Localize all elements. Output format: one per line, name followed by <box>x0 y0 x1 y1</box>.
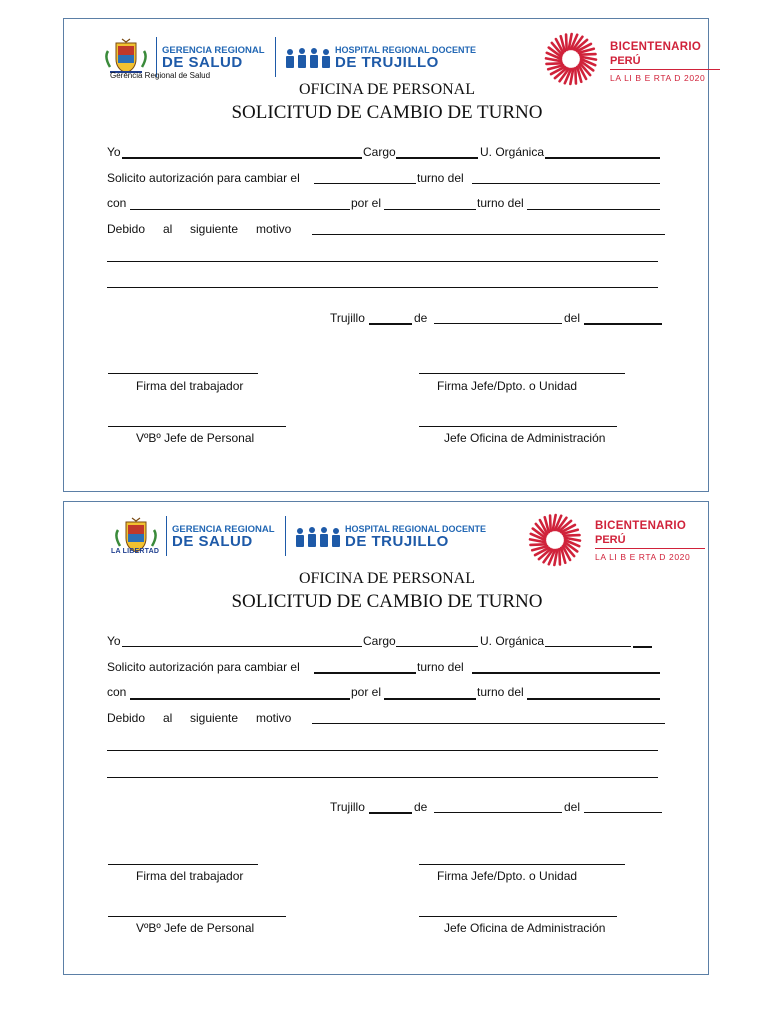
label-al: al <box>163 711 173 725</box>
caption-vb-personal: VºBº Jefe de Personal <box>136 431 255 445</box>
label-turno-del-2: turno del <box>477 196 524 210</box>
emblem-ray <box>546 63 562 64</box>
field-companero[interactable] <box>130 698 350 700</box>
caption-jefe-admin: Jefe Oficina de Administración <box>444 921 606 935</box>
hospital-title-line2: DE TRUJILLO <box>345 533 449 550</box>
label-solicito: Solicito autorización para cambiar el <box>107 171 300 185</box>
label-unidad: U. Orgánica <box>480 634 545 648</box>
field-fecha-turno-1[interactable] <box>472 672 660 674</box>
label-debido: Debido <box>107 222 146 236</box>
hospital-figures-icon <box>293 526 343 548</box>
label-unidad: U. Orgánica <box>480 145 545 159</box>
field-turno-actual[interactable] <box>314 183 416 184</box>
form-solicitud-1 <box>63 18 709 492</box>
hospital-title-line1: HOSPITAL REGIONAL DOCENTE <box>335 45 477 55</box>
label-de: de <box>414 311 428 325</box>
field-motivo-1[interactable] <box>312 723 665 724</box>
bicentenario-rule <box>595 548 705 549</box>
label-motivo: motivo <box>256 222 292 236</box>
bicentenario-emblem-icon <box>543 31 599 87</box>
field-fecha-turno-2[interactable] <box>527 698 660 700</box>
label-con: con <box>107 196 127 210</box>
bicentenario-emblem-icon <box>527 512 583 568</box>
field-motivo-3[interactable] <box>107 777 658 778</box>
emblem-ray <box>580 54 596 55</box>
signature-line-jefe-unidad[interactable] <box>419 864 625 865</box>
signature-line-jefe-admin[interactable] <box>419 916 617 917</box>
form-title: SOLICITUD DE CAMBIO DE TURNO <box>231 591 543 612</box>
gerencia-title-line1: GERENCIA REGIONAL <box>162 45 265 56</box>
field-anio[interactable] <box>584 323 662 325</box>
signature-line-jefe-unidad[interactable] <box>419 373 625 374</box>
field-anio[interactable] <box>584 812 662 813</box>
label-del: del <box>564 800 581 814</box>
label-trujillo: Trujillo <box>330 311 365 325</box>
hospital-title-line1: HOSPITAL REGIONAL DOCENTE <box>345 524 487 534</box>
bicentenario-country: PERÚ <box>610 55 641 67</box>
label-por-el: por el <box>351 196 382 210</box>
bicentenario-title: BICENTENARIO <box>610 41 702 53</box>
bicentenario-subtitle: LA LI B E RTA D 2020 <box>595 552 691 562</box>
header-divider <box>166 516 167 556</box>
office-name: OFICINA DE PERSONAL <box>298 570 475 587</box>
label-turno-del-2: turno del <box>477 685 524 699</box>
emblem-ray <box>566 34 567 49</box>
caption-vb-personal: VºBº Jefe de Personal <box>136 921 255 935</box>
signature-line-trabajador[interactable] <box>108 373 258 374</box>
field-fecha-turno-2[interactable] <box>527 209 660 210</box>
field-unidad[interactable] <box>545 646 631 647</box>
field-unidad-ext[interactable] <box>633 646 652 648</box>
header-divider-2 <box>285 516 286 556</box>
gerencia-title-line2: DE SALUD <box>172 533 253 550</box>
caption-trabajador: Firma del trabajador <box>136 869 244 883</box>
label-solicito: Solicito autorización para cambiar el <box>107 660 300 674</box>
label-al: al <box>163 222 173 236</box>
field-nombre[interactable] <box>122 646 362 647</box>
field-motivo-2[interactable] <box>107 750 658 751</box>
label-debido: Debido <box>107 711 146 725</box>
field-dia[interactable] <box>369 323 412 325</box>
field-mes[interactable] <box>434 323 562 324</box>
hospital-title-line2: DE TRUJILLO <box>335 54 439 71</box>
gerencia-title-line2: DE SALUD <box>162 54 243 71</box>
emblem-ray <box>564 535 580 536</box>
label-turno-del-1: turno del <box>417 660 464 674</box>
office-name: OFICINA DE PERSONAL <box>298 81 475 98</box>
hospital-figures-icon <box>283 47 333 69</box>
label-del: del <box>564 311 581 325</box>
emblem-ray <box>559 549 560 565</box>
header-divider-2 <box>275 37 276 77</box>
field-motivo-3[interactable] <box>107 287 658 288</box>
label-motivo: motivo <box>256 711 292 725</box>
region-logo-subtitle: LA LIBERTAD <box>111 548 160 555</box>
bicentenario-title: BICENTENARIO <box>595 520 687 532</box>
form-solicitud-2 <box>63 501 709 975</box>
field-unidad[interactable] <box>545 157 660 159</box>
field-dia[interactable] <box>369 812 412 814</box>
label-por-el: por el <box>351 685 382 699</box>
label-cargo: Cargo <box>363 145 396 159</box>
label-trujillo: Trujillo <box>330 800 365 814</box>
field-cargo[interactable] <box>396 157 478 159</box>
label-siguiente: siguiente <box>190 222 239 236</box>
gerencia-title-line1: GERENCIA REGIONAL <box>172 524 275 535</box>
label-yo: Yo <box>107 634 121 648</box>
signature-line-trabajador[interactable] <box>108 864 258 865</box>
field-motivo-2[interactable] <box>107 261 658 262</box>
field-cargo[interactable] <box>396 646 478 647</box>
field-mes[interactable] <box>434 812 562 813</box>
field-turno-nuevo[interactable] <box>384 209 476 210</box>
caption-jefe-unidad: Firma Jefe/Dpto. o Unidad <box>437 379 578 393</box>
field-fecha-turno-1[interactable] <box>472 183 660 184</box>
caption-jefe-admin: Jefe Oficina de Administración <box>444 431 606 445</box>
label-turno-del-1: turno del <box>417 171 464 185</box>
field-companero[interactable] <box>130 209 350 210</box>
emblem-ray <box>550 515 551 531</box>
signature-line-jefe-admin[interactable] <box>419 426 617 427</box>
caption-jefe-unidad: Firma Jefe/Dpto. o Unidad <box>437 869 578 883</box>
field-turno-actual[interactable] <box>314 672 416 674</box>
label-yo: Yo <box>107 145 121 159</box>
gerencia-caption: Gerencia Regional de Salud <box>110 71 211 80</box>
signature-line-vb-personal[interactable] <box>108 426 286 427</box>
bicentenario-subtitle: LA LI B E RTA D 2020 <box>610 73 706 83</box>
field-motivo-1[interactable] <box>312 234 665 235</box>
label-con: con <box>107 685 127 699</box>
field-turno-nuevo[interactable] <box>384 698 476 700</box>
caption-trabajador: Firma del trabajador <box>136 379 244 393</box>
label-siguiente: siguiente <box>190 711 239 725</box>
form-title: SOLICITUD DE CAMBIO DE TURNO <box>231 102 543 123</box>
field-nombre[interactable] <box>122 157 362 159</box>
bicentenario-rule <box>610 69 720 70</box>
signature-line-vb-personal[interactable] <box>108 916 286 917</box>
bicentenario-country: PERÚ <box>595 534 626 546</box>
label-cargo: Cargo <box>363 634 396 648</box>
label-de: de <box>414 800 428 814</box>
emblem-ray <box>530 544 546 545</box>
